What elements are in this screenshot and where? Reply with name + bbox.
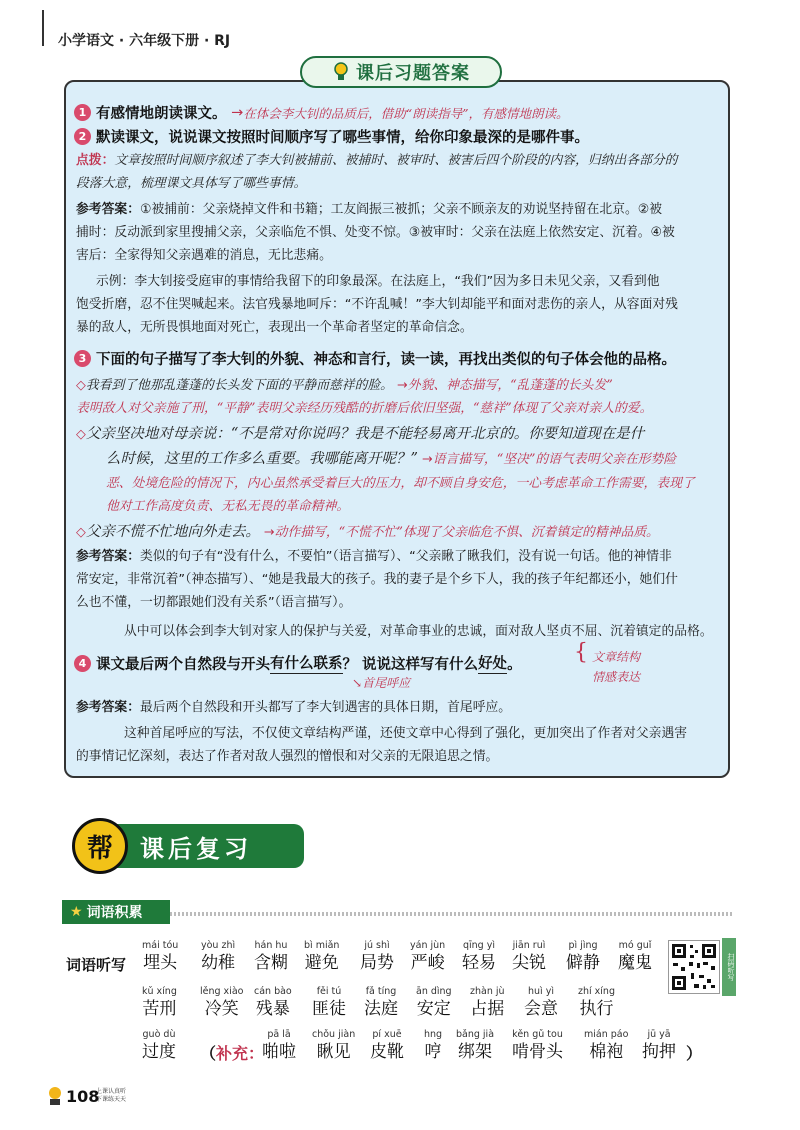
review-title-bar bbox=[112, 824, 304, 868]
vocab-word: lěng xiào 冷笑 bbox=[200, 986, 244, 1019]
vocab-word: mó guǐ 魔鬼 bbox=[618, 940, 652, 973]
q3-sentence-2-note-2: 恶、处境危险的情况下，内心虽然承受着巨大的压力，却不顾自身安危，一心考虑革命工作需要，表现了 bbox=[106, 476, 695, 491]
q2-example-line-1: 示例：李大钊接受庭审的事情给我留下的印象最深。在法庭上，“我们”因为多日未见父亲，又看到他 bbox=[96, 274, 660, 289]
vocab-word: hng 哼 bbox=[424, 1029, 443, 1062]
qr-code-icon[interactable] bbox=[668, 940, 720, 994]
brace-icon: { bbox=[574, 640, 588, 665]
answers-title-banner bbox=[300, 56, 502, 88]
q2-ref-line-3: 害后：全家得知父亲遇难的消息，无比悲痛。 bbox=[76, 248, 332, 263]
question-4-text-c: ？ 说说这样写有什么 bbox=[342, 656, 479, 673]
supplement-close: ） bbox=[686, 1044, 703, 1063]
question-4-text-e: 。 bbox=[507, 656, 522, 673]
vocab-word: jiān ruì 尖锐 bbox=[512, 940, 546, 973]
question-1-number: 1 bbox=[74, 104, 91, 121]
question-3-text: 下面的句子描写了李大钊的外貌、神态和言行，读一读，再找出类似的句子体会他的品格。 bbox=[96, 352, 676, 368]
vocab-word: jū yā 拘押 bbox=[642, 1029, 676, 1062]
vocab-word: pā lā 啪啦 bbox=[262, 1029, 296, 1062]
q4-note-link: ↘首尾呼应 bbox=[352, 676, 411, 690]
q3-sentence-1-note-2: 表明敌人对父亲施了刑，“平静”表明父亲经历残酷的折磨后依旧坚强，“慈祥”体现了父亲对亲人的爱。 bbox=[76, 401, 653, 416]
vocab-word: hán hu 含糊 bbox=[254, 940, 288, 973]
question-1-note: 在体会李大钊的品质后，借助“朗读指导”，有感情地朗读。 bbox=[243, 105, 569, 121]
q3-ref-line-2: 常安定，非常沉着”（神态描写）、“她是我最大的孩子。我的妻子是个乡下人，我的孩子年纪都还小，她们什 bbox=[76, 572, 678, 587]
q3-s3-quote: 父亲不慌不忙地向外走去。 bbox=[85, 524, 260, 540]
question-4 bbox=[74, 652, 522, 674]
vocab-word: jú shì 局势 bbox=[360, 940, 394, 973]
answers-title: 课后习题答案 bbox=[356, 63, 470, 84]
vocab-word: bǎng jià 绑架 bbox=[456, 1029, 495, 1062]
review-badge: 帮 bbox=[72, 818, 128, 874]
q2-ref-line-2: 捕时：反动派到家里搜捕父亲，父亲临危不惧、处变不惊。③被审时：父亲在法庭上依然安定、沉着。④被 bbox=[76, 225, 675, 240]
q3-s2-quote-2: 么时候，这里的工作多么重要。我哪能离开呢？” bbox=[106, 451, 418, 467]
question-4-number: 4 bbox=[74, 655, 91, 672]
vocab-word: chǒu jiàn 瞅见 bbox=[312, 1029, 356, 1062]
vocab-word: cán bào 残暴 bbox=[254, 986, 292, 1019]
vocab-word: bì miǎn 避免 bbox=[304, 940, 340, 973]
question-4-text-d: 好处 bbox=[478, 652, 507, 674]
vocab-word: mái tóu 埋头 bbox=[142, 940, 179, 973]
question-1 bbox=[74, 102, 569, 123]
question-2-number: 2 bbox=[74, 128, 91, 145]
vocab-word: zhí xíng 执行 bbox=[578, 986, 615, 1019]
diamond-icon: ◇ bbox=[76, 427, 86, 442]
answers-box bbox=[64, 80, 730, 778]
vocab-word: pì jìng 僻静 bbox=[566, 940, 600, 973]
q2-ref-1: ①被捕前：父亲烧掉文件和书籍；工友阎振三被抓；父亲不顾亲友的劝说坚持留在北京。②被 bbox=[139, 202, 663, 217]
q2-example-line-3: 暴的敌人，无所畏惧地面对死亡，表现出一个革命者坚定的革命信念。 bbox=[76, 320, 473, 335]
review-banner bbox=[72, 818, 304, 874]
diamond-icon: ◇ bbox=[76, 525, 86, 540]
q2-tip-1: 文章按照时间顺序叙述了李大钊被捕前、被捕时、被审时、被害后四个阶段的内容，归纳出各部分的 bbox=[114, 153, 678, 168]
vocab-divider bbox=[170, 912, 732, 916]
vocab-word: mián páo 棉袍 bbox=[584, 1029, 629, 1062]
page-number: 108 bbox=[66, 1087, 100, 1106]
q3-s1-quote: 我看到了他那乱蓬蓬的长头发下面的平静而慈祥的脸。 bbox=[85, 378, 393, 393]
question-2 bbox=[74, 126, 589, 147]
star-icon: ★ bbox=[70, 904, 83, 920]
q4-ref-line-1 bbox=[76, 696, 511, 719]
vocab-word: kǔ xíng 苦刑 bbox=[142, 986, 177, 1019]
q3-sentence-2 bbox=[76, 423, 644, 446]
q3-ref-line-4: 从中可以体会到李大钊对家人的保护与关爱，对革命事业的忠诚，面对敌人坚贞不屈、沉着镇定的品格。 bbox=[124, 624, 713, 639]
vocab-word: pí xuē 皮靴 bbox=[370, 1029, 404, 1062]
vocab-word: yòu zhì 幼稚 bbox=[201, 940, 236, 973]
vocab-word: kěn gǔ tou 啃骨头 bbox=[512, 1029, 563, 1062]
question-4-text-a: 课文最后两个自然段与开头 bbox=[96, 656, 270, 673]
vocab-word: huì yì 会意 bbox=[524, 986, 558, 1019]
qr-side-label: 扫码听写 bbox=[722, 938, 736, 996]
vocab-tab bbox=[62, 900, 170, 924]
supplement-label: （补充： bbox=[200, 1044, 265, 1063]
vocab-word: qīng yì 轻易 bbox=[462, 940, 496, 973]
arrow-icon: → bbox=[226, 104, 244, 121]
q2-tip-label: 点拨： bbox=[76, 153, 115, 168]
q3-s1-note: 外貌、神态描写，“乱蓬蓬的长头发” bbox=[407, 378, 613, 393]
diamond-icon: ◇ bbox=[76, 378, 86, 393]
footer-slogan: 上课认真听 下课练天天 bbox=[96, 1088, 127, 1103]
vocab-tab-label: 词语积累 bbox=[86, 905, 143, 921]
q4-note-emotion: 情感表达 bbox=[592, 670, 641, 684]
q4-ref-label: 参考答案： bbox=[76, 700, 140, 715]
q3-sentence-2-line-2: 么时候，这里的工作多么重要。我哪能离开呢？” →语言描写，“坚决”的语气表明父亲在形势险 bbox=[106, 451, 677, 467]
q2-tip-line-2: 段落大意，梳理课文具体写了哪些事情。 bbox=[76, 176, 307, 191]
q3-ref-label: 参考答案： bbox=[76, 549, 140, 564]
question-1-text: 有感情地朗读课文。 bbox=[96, 106, 227, 122]
review-title: 课后复习 bbox=[140, 834, 252, 863]
q3-sentence-1: ◇我看到了他那乱蓬蓬的长头发下面的平静而慈祥的脸。 →外貌、神态描写，“乱蓬蓬的长头发” bbox=[76, 378, 613, 393]
q2-tip-line-1 bbox=[76, 149, 677, 172]
header-rule bbox=[42, 10, 44, 46]
q3-s2-quote-1: 父亲坚决地对母亲说：“不是常对你说吗？我是不能轻易离开北京的。你要知道现在是什 bbox=[85, 426, 645, 442]
listen-label: 词语听写 bbox=[66, 956, 127, 974]
sun-mascot-icon bbox=[46, 1084, 64, 1106]
q3-ref-1: 类似的句子有“没有什么，不要怕”（语言描写）、“父亲瞅了瞅我们，没有说一句话。他的神情非 bbox=[139, 549, 672, 564]
question-3-number: 3 bbox=[74, 350, 91, 367]
question-2-text: 默读课文，说说课文按照时间顺序写了哪些事情，给你印象最深的是哪件事。 bbox=[96, 130, 589, 146]
vocab-word: ān dìng 安定 bbox=[416, 986, 452, 1019]
q3-sentence-2-note-3: 他对工作高度负责、无私无畏的革命精神。 bbox=[106, 499, 350, 514]
q4-ref-1: 最后两个自然段和开头都写了李大钊遇害的具体日期，首尾呼应。 bbox=[139, 700, 512, 715]
q3-ref-line-1 bbox=[76, 545, 672, 568]
q2-example-line-2: 饱受折磨，忍不住哭喊起来。法官残暴地呵斥：“不许乱喊！”李大钊却能平和面对悲伤的亲人，从容面对残 bbox=[76, 297, 678, 312]
vocab-word: zhàn jù 占据 bbox=[470, 986, 505, 1019]
vocab-word: yán jùn 严峻 bbox=[410, 940, 446, 973]
vocab-word: guò dù 过度 bbox=[142, 1029, 176, 1062]
vocab-word: fǎ tíng 法庭 bbox=[364, 986, 398, 1019]
q4-note-structure: 文章结构 bbox=[592, 650, 641, 664]
q4-ref-line-2: 这种首尾呼应的写法，不仅使文章结构严谨，还使文章中心得到了强化，更加突出了作者对父亲遇害 bbox=[124, 726, 688, 741]
q3-sentence-3: ◇父亲不慌不忙地向外走去。 →动作描写，“不慌不忙”体现了父亲临危不惧、沉着镇定的精神品质。 bbox=[76, 524, 659, 540]
q3-s2-note: 语言描写，“坚决”的语气表明父亲在形势险 bbox=[432, 452, 677, 467]
lightbulb-icon bbox=[332, 61, 350, 83]
q2-ref-line-1 bbox=[76, 198, 662, 221]
q3-ref-line-3: 么也不懂，一切都跟她们没有关系”（语言描写）。 bbox=[76, 595, 352, 610]
vocab-word: fěi tú 匪徒 bbox=[312, 986, 346, 1019]
q2-ref-label: 参考答案： bbox=[76, 202, 140, 217]
header-subject: 小学语文 · 六年级下册 · RJ bbox=[58, 33, 231, 49]
question-4-text-b: 有什么联系 bbox=[270, 652, 343, 674]
question-3 bbox=[74, 348, 676, 369]
q3-s3-note: 动作描写，“不慌不忙”体现了父亲临危不惧、沉着镇定的精神品质。 bbox=[274, 525, 659, 540]
q4-ref-line-3: 的事情记忆深刻，表达了作者对敌人强烈的憎恨和对父亲的无限追思之情。 bbox=[76, 749, 499, 764]
